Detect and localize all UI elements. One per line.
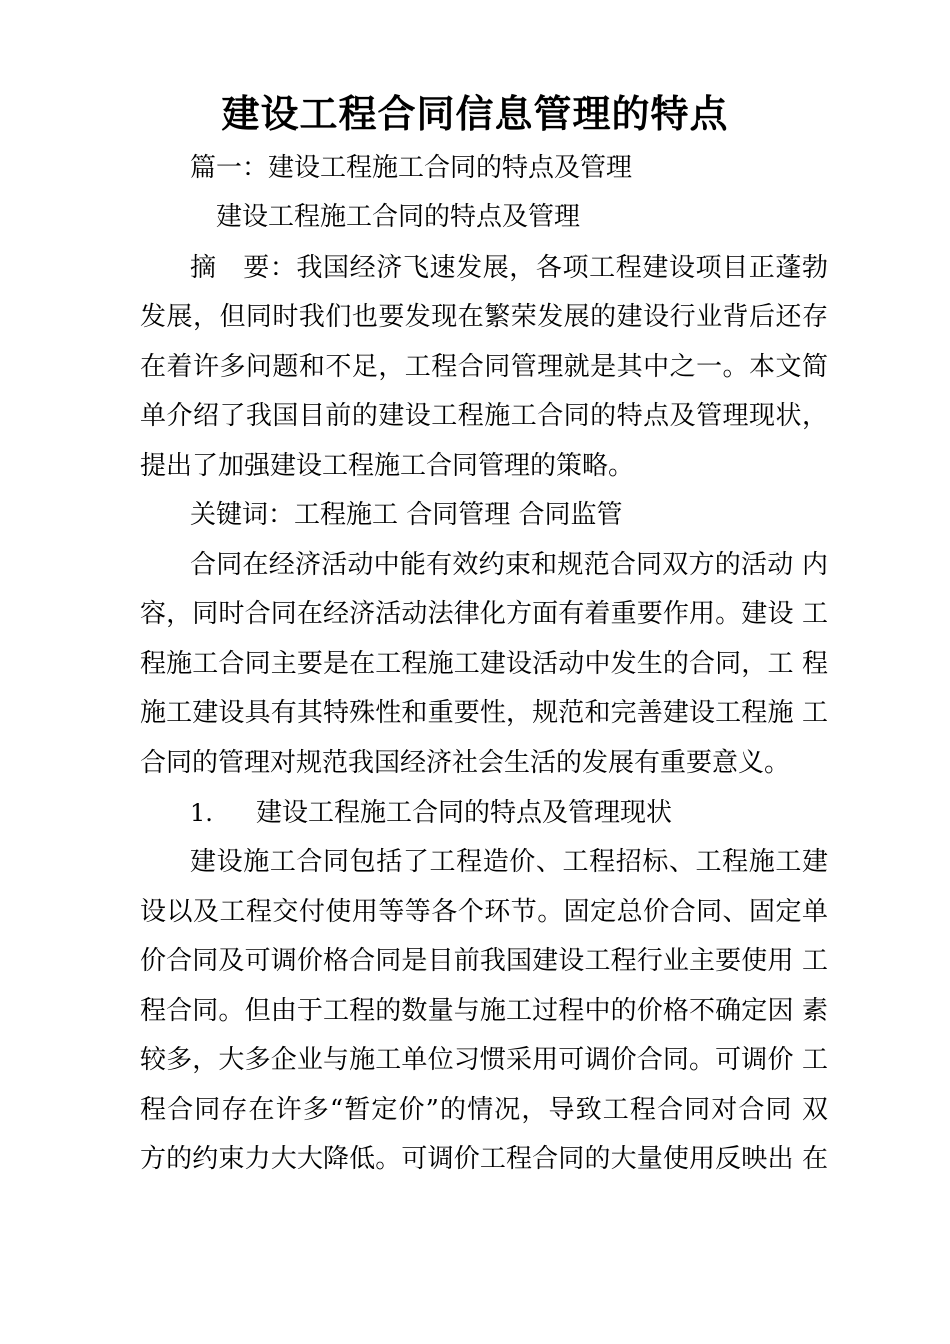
intro-line: 程施工合同主要是在工程施工建设活动中发生的合同，工 程 [140, 649, 828, 679]
keywords: 关键词：工程施工 合同管理 合同监管 [190, 500, 623, 530]
abstract-line: 发展，但同时我们也要发现在繁荣发展的建设行业背后还存 [140, 302, 828, 332]
abstract-line: 提出了加强建设工程施工合同管理的策略。 [140, 451, 635, 481]
body-line: 方的约束力大大降低。可调价工程合同的大量使用反映出 在 [140, 1144, 828, 1174]
body-line: 价合同及可调价格合同是目前我国建设工程行业主要使用 工 [140, 946, 828, 976]
intro-line: 容，同时合同在经济活动法律化方面有着重要作用。建设 工 [140, 599, 828, 629]
body-line: 建设施工合同包括了工程造价、工程招标、工程施工建 [190, 847, 828, 877]
body-line: 程合同。但由于工程的数量与施工过程中的价格不确定因 素 [140, 996, 828, 1026]
list-item-text: 建设工程施工合同的特点及管理现状 [256, 798, 673, 828]
body-line: 较多，大多企业与施工单位习惯采用可调价合同。可调价 工 [140, 1045, 828, 1075]
abstract-line: 在着许多问题和不足，工程合同管理就是其中之一。本文简 [140, 352, 828, 382]
section-heading: 篇一：建设工程施工合同的特点及管理 [190, 153, 633, 183]
intro-line: 合同的管理对规范我国经济社会生活的发展有重要意义。 [140, 748, 791, 778]
document-title: 建设工程合同信息管理的特点 [221, 91, 729, 136]
intro-line: 施工建设具有其特殊性和重要性，规范和完善建设工程施 工 [140, 698, 828, 728]
abstract-line: 摘 要：我国经济飞速发展，各项工程建设项目正蓬勃 [190, 253, 828, 283]
body-line: 程合同存在许多“暂定价”的情况，导致工程合同对合同 双 [140, 1095, 828, 1125]
abstract-line: 单介绍了我国目前的建设工程施工合同的特点及管理现状， [140, 401, 828, 431]
intro-line: 合同在经济活动中能有效约束和规范合同双方的活动 内 [190, 550, 828, 580]
body-line: 设以及工程交付使用等等各个环节。固定总价合同、固定单 [140, 897, 828, 927]
list-item-number: 1. [190, 799, 213, 827]
article-title: 建设工程施工合同的特点及管理 [216, 202, 581, 232]
